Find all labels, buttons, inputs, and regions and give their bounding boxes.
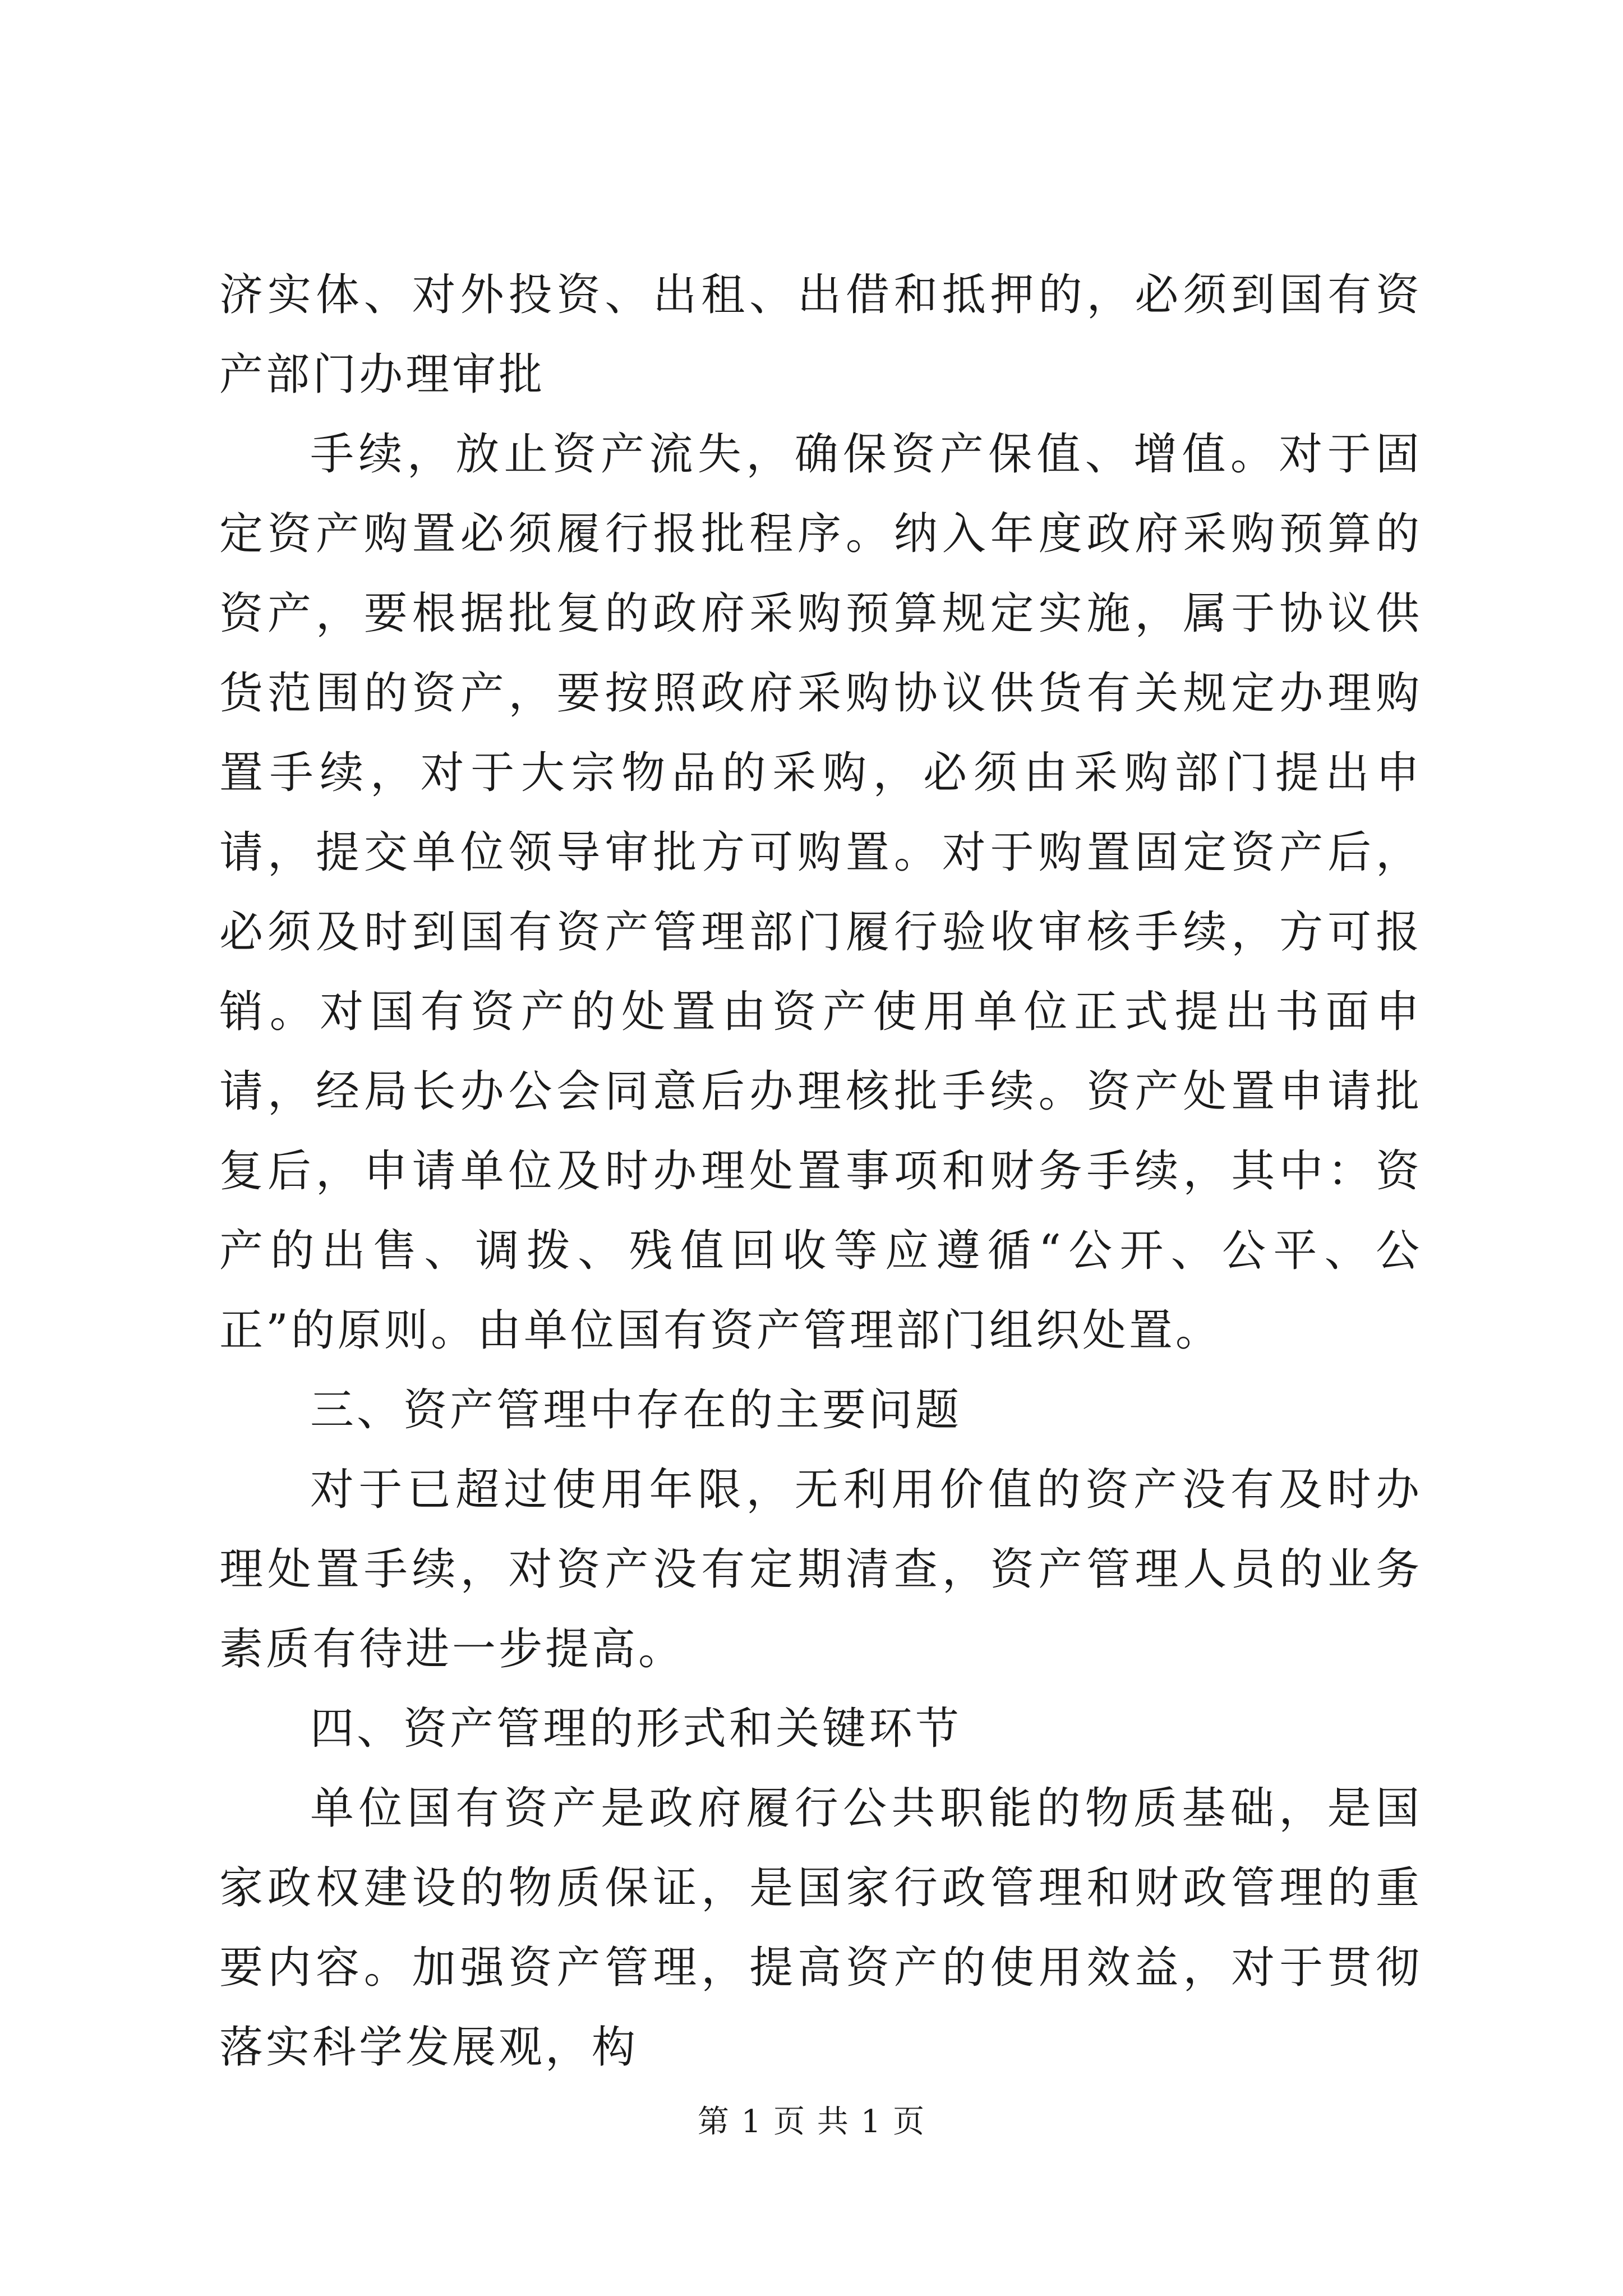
page-footer: 第 1 页 共 1 页 [697, 2104, 926, 2140]
document-body [219, 255, 1422, 2087]
paragraph-1: 济实体、对外投资、出租、出借和抵押的，必须到国有资产部门办理审批 [219, 270, 1422, 400]
paragraph-4: 对于已超过使用年限，无利用价值的资产没有及时办理处置手续，对资产没有定期清查，资产管理人员的业务素质有待进一步提高。 [219, 1465, 1422, 1674]
paragraph-2: 手续，放止资产流失，确保资产保值、增值。对于固定资产购置必须履行报批程序。纳入年度政府采购预算的资产，要根据批复的政府采购预算规定实施，属于协议供货范围的资产，要按照政府采购协议供货有关规定办理购置手续，对于大宗物品的采购，必须由采购部门提出申请，提交单位领导审批方可购置。对于购置固定资产后，必须及时到国有资产管理部门履行验收审核手续，方可报销。对国有资产的处置由资产使用单位正式提出书面申请，经局长办公会同意后办理核批手续。资产处置申请批复后，申请单位及时办理处置事项和财务手续，其中：资产的出售、调拨、残值回收等应遵循“公开、公平、公正”的原则。由单位国有资产管理部门组织处置。 [219, 429, 1422, 1356]
section-heading-3: 三、资产管理中存在的主要问题 [310, 1385, 962, 1435]
paragraph-6: 单位国有资产是政府履行公共职能的物质基础，是国家政权建设的物质保证，是国家行政管理和财政管理的重要内容。加强资产管理，提高资产的使用效益，对于贯彻落实科学发展观，构 [219, 1783, 1422, 2073]
section-heading-4: 四、资产管理的形式和关键环节 [310, 1704, 962, 1754]
